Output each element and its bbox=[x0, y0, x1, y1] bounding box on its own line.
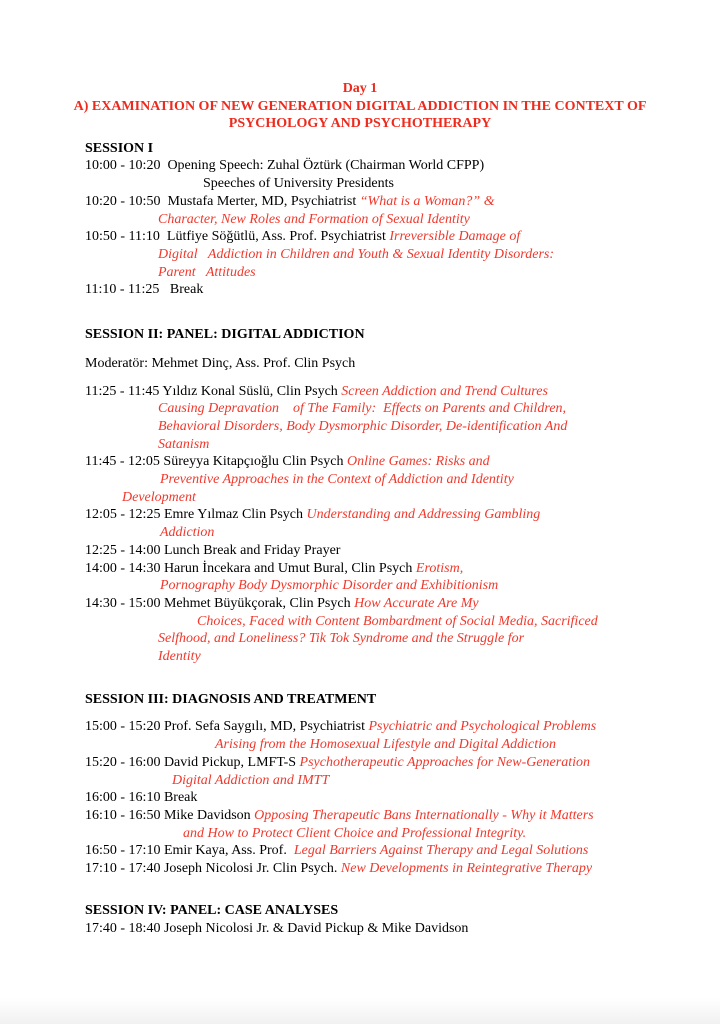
schedule-text-segment: 17:10 - 17:40 Joseph Nicolosi Jr. Clin Psych. bbox=[85, 861, 341, 877]
talk-title-segment: Pornography Body Dysmorphic Disorder and Exhibitionism bbox=[160, 578, 499, 594]
schedule-line bbox=[85, 789, 660, 807]
section-heading: SESSION I bbox=[85, 140, 154, 156]
conference-title-line2: PSYCHOLOGY AND PSYCHOTHERAPY bbox=[228, 116, 492, 132]
schedule-line bbox=[85, 718, 660, 736]
talk-title-segment: Identity bbox=[158, 649, 201, 665]
schedule-line bbox=[85, 736, 660, 754]
schedule-text-segment: 16:50 - 17:10 Emir Kaya, Ass. Prof. bbox=[85, 843, 294, 859]
talk-title-segment: Irreversible Damage of bbox=[389, 229, 521, 245]
schedule-line bbox=[85, 613, 660, 631]
talk-title-segment: Digital Addiction in Children and Youth & Sexual Identity Disorders: bbox=[158, 247, 555, 262]
talk-title-segment: Screen Addiction and Trend Cultures bbox=[341, 383, 548, 399]
schedule-line bbox=[85, 577, 660, 595]
session-section bbox=[85, 691, 660, 878]
page-bottom-shadow bbox=[0, 998, 720, 1024]
schedule-text-segment: Moderatör: Mehmet Dinç, Ass. Prof. Clin Psych bbox=[85, 355, 356, 371]
talk-title-segment: Digital Addiction and IMTT bbox=[172, 772, 330, 788]
talk-title-segment: Character, New Roles and Formation of Sexual Identity bbox=[158, 211, 470, 227]
talk-title-segment: Satanism bbox=[158, 436, 210, 452]
talk-title-segment: “What is a Woman?” & bbox=[359, 193, 495, 209]
schedule-line bbox=[85, 193, 660, 211]
schedule-line bbox=[85, 524, 660, 542]
schedule-line bbox=[85, 400, 660, 418]
talk-title-segment: Choices, Faced with Content Bombardment of Social Media, Sacrificed bbox=[197, 613, 598, 629]
schedule-line bbox=[85, 825, 660, 843]
talk-title-segment: Development bbox=[122, 489, 196, 505]
schedule-text-segment: 16:00 - 16:10 Break bbox=[85, 790, 198, 806]
talk-title-segment: Addiction bbox=[160, 525, 215, 541]
schedule-line bbox=[85, 542, 660, 560]
schedule-line bbox=[85, 842, 660, 860]
schedule-line bbox=[85, 920, 660, 938]
talk-title-segment: Understanding and Addressing Gambling bbox=[306, 507, 541, 523]
schedule-line bbox=[85, 175, 660, 193]
schedule-line bbox=[85, 228, 660, 246]
talk-title-segment: How Accurate Are My bbox=[354, 595, 479, 611]
talk-title-segment: New Developments in Reintegrative Therapy bbox=[340, 861, 593, 877]
schedule-text-segment: 10:00 - 10:20 Opening Speech: Zuhal Öztürk (Chairman World CFPP) bbox=[85, 158, 485, 174]
talk-title-segment: Behavioral Disorders, Body Dysmorphic Disorder, De-identification And bbox=[158, 418, 568, 434]
schedule-line bbox=[85, 630, 660, 648]
schedule-line bbox=[85, 157, 660, 175]
schedule-line bbox=[85, 355, 660, 373]
schedule-line bbox=[85, 506, 660, 524]
schedule-text-segment: 10:50 - 11:10 Lütfiye Söğütlü, Ass. Prof. Psychiatrist bbox=[85, 229, 390, 245]
schedule-line bbox=[85, 453, 660, 471]
schedule-text-segment: 12:25 - 14:00 Lunch Break and Friday Prayer bbox=[85, 542, 341, 558]
schedule-line bbox=[85, 246, 660, 264]
talk-title-segment: Legal Barriers Against Therapy and Legal Solutions bbox=[293, 843, 589, 859]
talk-title-segment: Arising from the Homosexual Lifestyle and Digital Addiction bbox=[215, 737, 557, 753]
schedule-text-segment: 15:00 - 15:20 Prof. Sefa Saygılı, MD, Psychiatrist bbox=[85, 719, 369, 735]
section-heading: SESSION III: DIAGNOSIS AND TREATMENT bbox=[85, 691, 377, 707]
schedule-text-segment: 10:20 - 10:50 Mustafa Merter, MD, Psychiatrist bbox=[85, 193, 360, 209]
schedule-line bbox=[85, 471, 660, 489]
schedule-line bbox=[85, 807, 660, 825]
schedule-line bbox=[85, 648, 660, 666]
schedule-line bbox=[85, 489, 660, 507]
schedule-text-segment: Speeches of University Presidents bbox=[203, 176, 394, 192]
schedule-line bbox=[85, 595, 660, 613]
talk-title-segment: Selfhood, and Loneliness? Tik Tok Syndrome and the Struggle for bbox=[158, 631, 525, 647]
talk-title-segment: Preventive Approaches in the Context of Addiction and Identity bbox=[160, 472, 514, 488]
talk-title-segment: Opposing Therapeutic Bans Internationally - Why it Matters bbox=[254, 807, 594, 823]
talk-title-segment: and How to Protect Client Choice and Professional Integrity. bbox=[183, 825, 527, 841]
schedule-text-segment: 15:20 - 16:00 David Pickup, LMFT-S bbox=[85, 754, 300, 770]
session-section bbox=[85, 902, 660, 937]
document-header bbox=[0, 0, 720, 133]
schedule-line bbox=[85, 860, 660, 878]
talk-title-segment: Online Games: Risks and bbox=[346, 454, 490, 470]
schedule-text-segment: 17:40 - 18:40 Joseph Nicolosi Jr. & David Pickup & Mike Davidson bbox=[85, 920, 469, 936]
schedule-text-segment: 11:10 - 11:25 Break bbox=[85, 282, 204, 298]
schedule-text-segment: 11:45 - 12:05 Süreyya Kitapçıoğlu Clin Psych bbox=[85, 454, 347, 470]
schedule-line bbox=[85, 560, 660, 578]
schedule-line bbox=[85, 211, 660, 229]
schedule-text-segment: 14:00 - 14:30 Harun İncekara and Umut Bural, Clin Psych bbox=[85, 560, 416, 576]
schedule-line bbox=[85, 754, 660, 772]
talk-title-segment: Parent Attitudes bbox=[158, 264, 256, 280]
schedule-line bbox=[85, 281, 660, 299]
section-heading: SESSION II: PANEL: DIGITAL ADDICTION bbox=[85, 327, 365, 343]
schedule-text-segment: 12:05 - 12:25 Emre Yılmaz Clin Psych bbox=[85, 507, 307, 523]
schedule-sections bbox=[0, 140, 720, 937]
schedule-text-segment: 14:30 - 15:00 Mehmet Büyükçorak, Clin Psych bbox=[85, 595, 355, 611]
day-title: Day 1 bbox=[342, 81, 378, 96]
schedule-line bbox=[85, 436, 660, 454]
conference-title-line1: A) EXAMINATION OF NEW GENERATION DIGITAL ADDICTION IN THE CONTEXT OF bbox=[73, 98, 647, 114]
talk-title-segment: Psychiatric and Psychological Problems bbox=[368, 719, 597, 735]
schedule-text-segment: 16:10 - 16:50 Mike Davidson bbox=[85, 807, 255, 823]
schedule-line bbox=[85, 264, 660, 282]
schedule-line bbox=[85, 418, 660, 436]
talk-title-segment: Psychotherapeutic Approaches for New-Generation bbox=[299, 754, 590, 770]
talk-title-segment: Erotism, bbox=[415, 560, 464, 576]
schedule-line bbox=[85, 383, 660, 401]
section-heading: SESSION IV: PANEL: CASE ANALYSES bbox=[85, 902, 339, 918]
talk-title-segment: Causing Depravation of The Family: Effects on Parents and Children, bbox=[158, 401, 567, 417]
schedule-text-segment: 11:25 - 11:45 Yıldız Konal Süslü, Clin Psych bbox=[85, 383, 342, 399]
session-section bbox=[85, 326, 660, 666]
schedule-line bbox=[85, 772, 660, 790]
session-section bbox=[85, 140, 660, 299]
